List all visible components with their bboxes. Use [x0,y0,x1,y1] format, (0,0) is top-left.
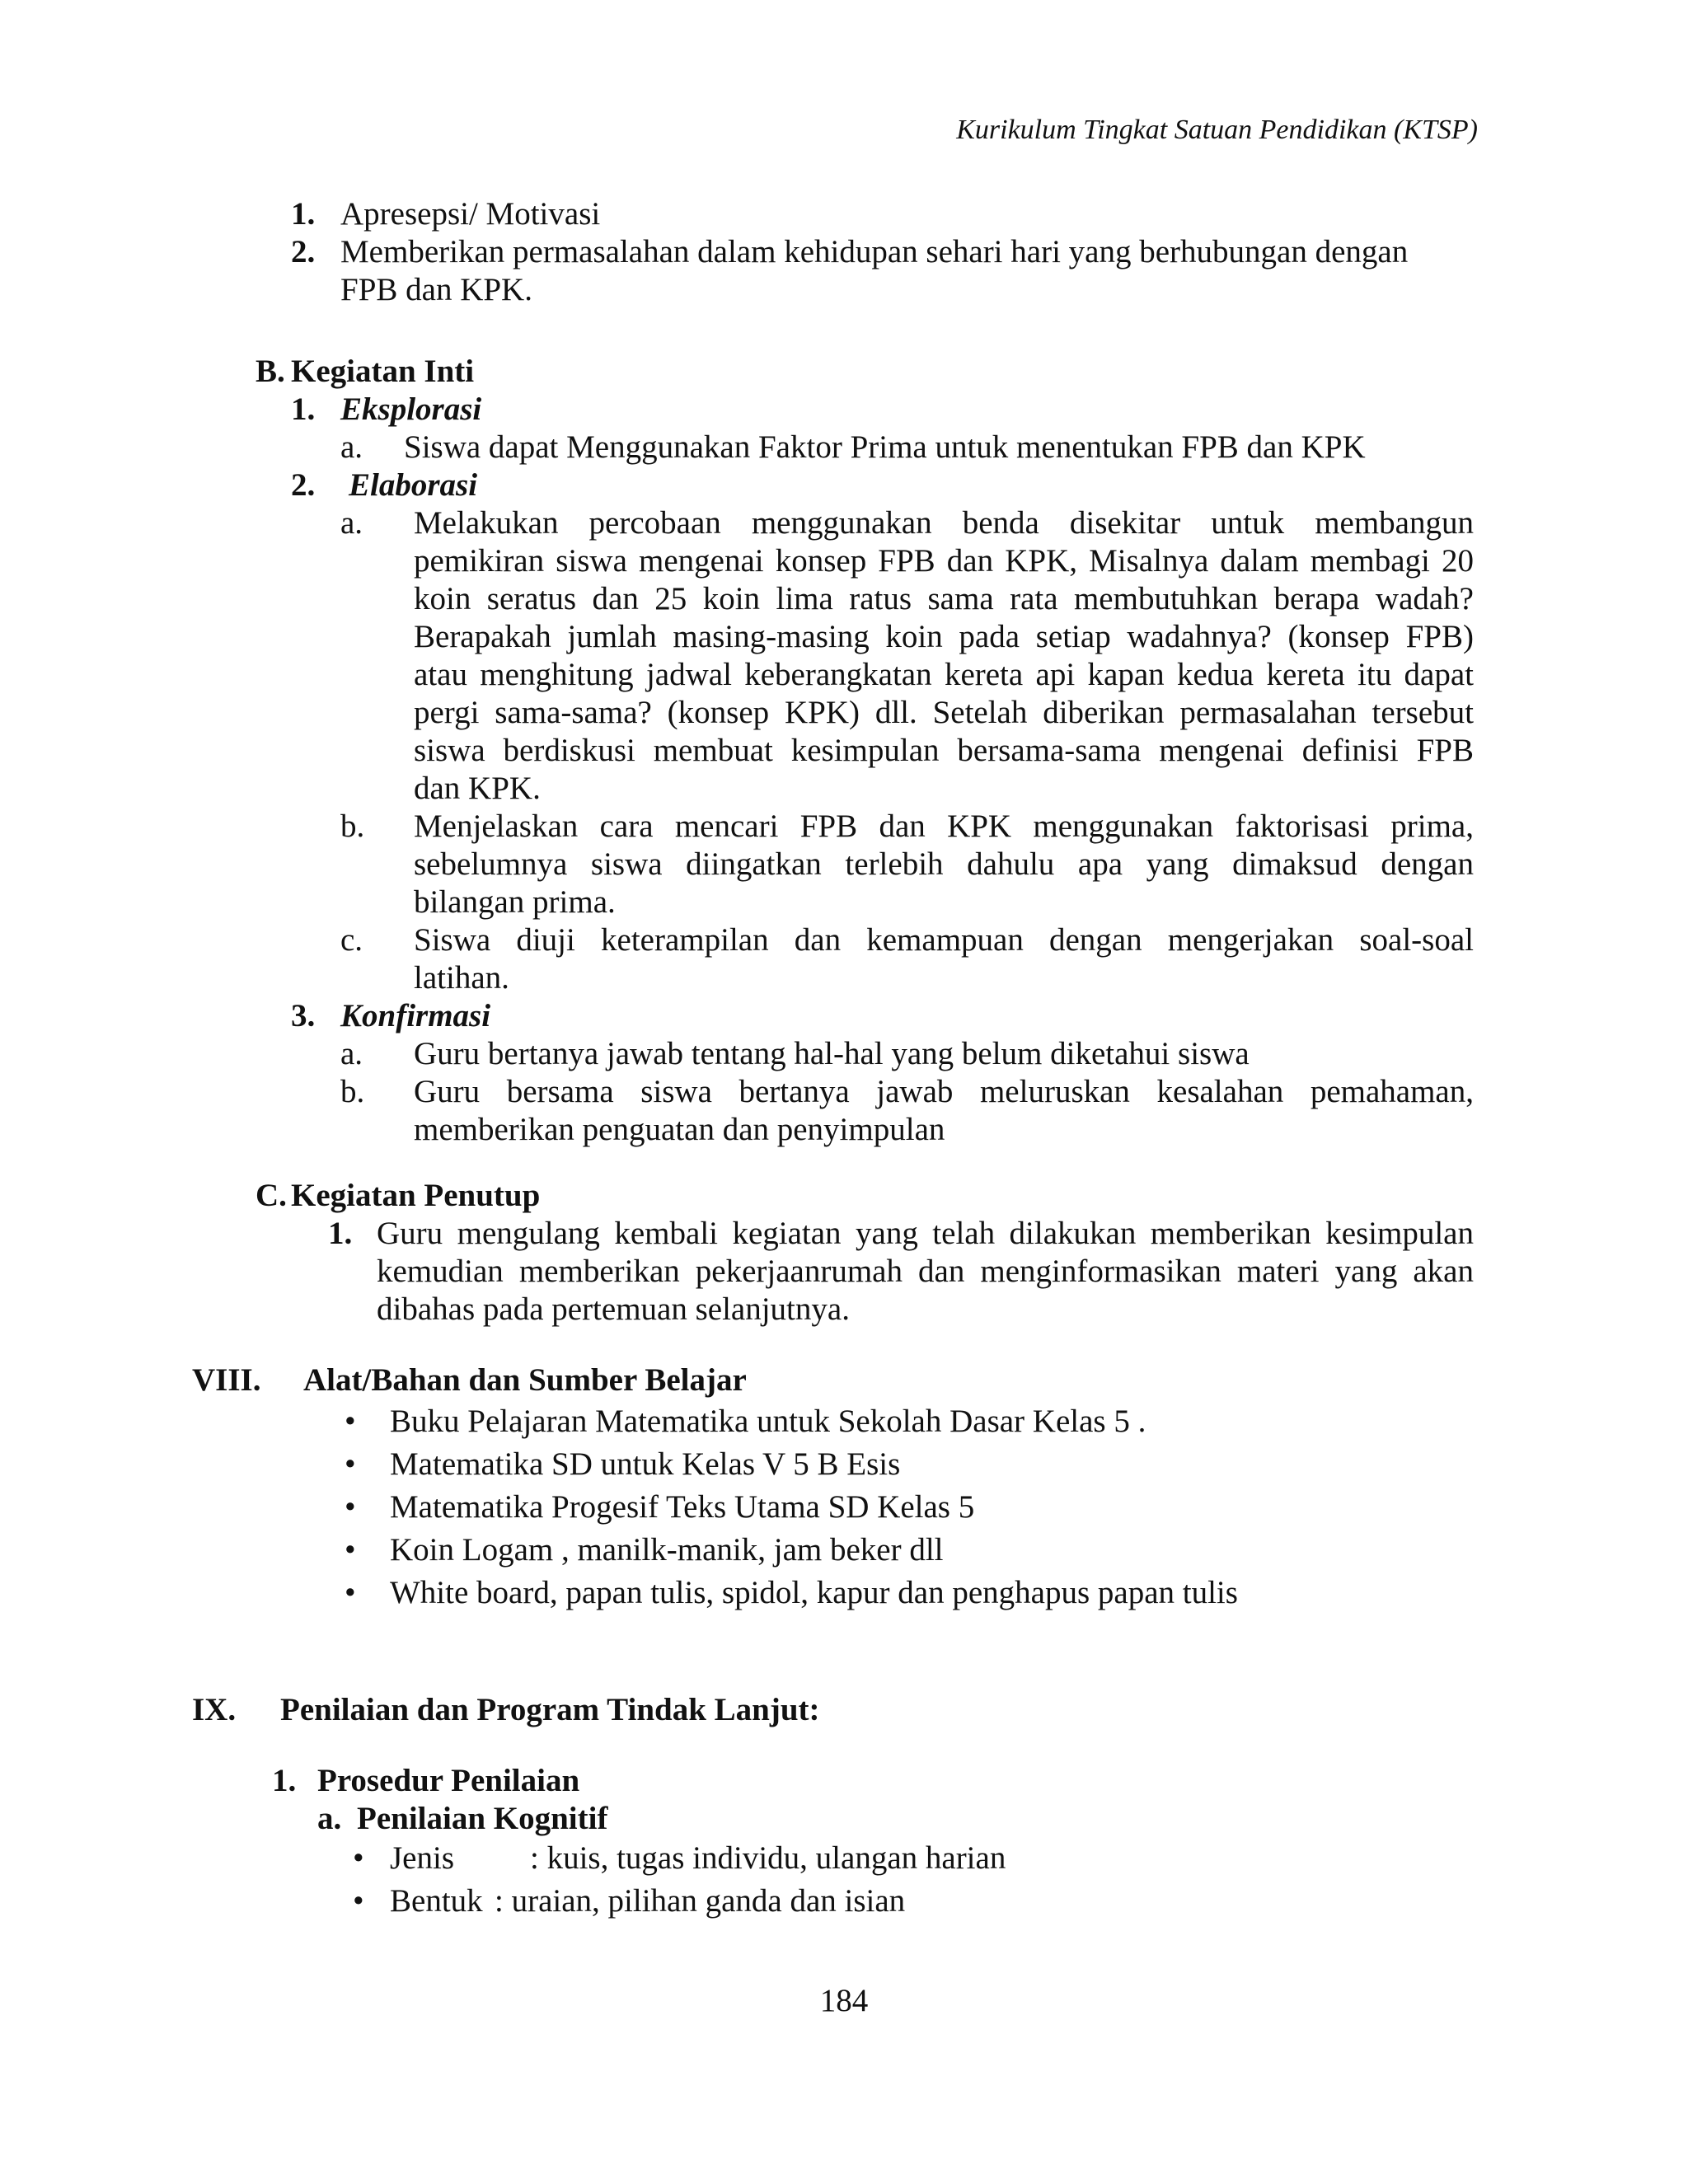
eksplorasi-item-a-letter: a. [340,429,363,465]
elaborasi-item-c-line-1: Siswa diuji keterampilan dan kemampuan dengan mengerjakan soal-soal [414,922,1474,958]
running-header: Kurikulum Tingkat Satuan Pendidikan (KTSP) [956,115,1478,145]
penutup-item-1-line-1: Guru mengulang kembali kegiatan yang telah dilakukan memberikan kesimpulan [377,1216,1474,1251]
section-viii-label: VIII. [192,1362,261,1398]
page-number: 184 [819,1983,869,2018]
elaborasi-number: 2. [291,467,316,503]
intro-item-2-line-2: FPB dan KPK. [340,272,532,307]
konfirmasi-item-b-line-1: Guru bersama siswa bertanya jawab meluruskan kesalahan pemahaman, [414,1074,1474,1109]
resource-item-2: Matematika SD untuk Kelas V 5 B Esis [390,1446,901,1482]
prosedur-number: 1. [272,1763,297,1798]
elaborasi-title: Elaborasi [349,467,478,503]
elaborasi-item-c-letter: c. [340,922,363,958]
prosedur-title: Prosedur Penilaian [317,1763,580,1798]
section-c-label: C. [256,1178,287,1213]
section-ix-title: Penilaian dan Program Tindak Lanjut: [280,1692,820,1727]
elaborasi-item-a-line-2: pemikiran siswa mengenai konsep FPB dan KPK, Misalnya dalam membagi 20 [414,543,1474,579]
intro-item-2-line-1: Memberikan permasalahan dalam kehidupan sehari hari yang berhubungan dengan [340,234,1409,269]
konfirmasi-item-b-letter: b. [340,1074,365,1109]
kognitif-item-bentuk-label: Bentuk [390,1883,483,1919]
resource-item-1: Buku Pelajaran Matematika untuk Sekolah Dasar Kelas 5 . [390,1404,1146,1439]
section-b-title: Kegiatan Inti [291,354,475,389]
bullet-icon: • [353,1840,364,1876]
bullet-icon: • [345,1489,356,1525]
eksplorasi-item-a-text: Siswa dapat Menggunakan Faktor Prima untuk menentukan FPB dan KPK [404,429,1366,465]
elaborasi-item-a-line-1: Melakukan percobaan menggunakan benda disekitar untuk membangun [414,505,1474,541]
eksplorasi-number: 1. [291,391,316,427]
bullet-icon: • [345,1446,356,1482]
elaborasi-item-b-line-2: sebelumnya siswa diingatkan terlebih dahulu apa yang dimaksud dengan [414,846,1474,882]
kognitif-letter: a. [317,1801,342,1836]
section-b-label: B. [256,354,285,389]
kognitif-title: Penilaian Kognitif [357,1801,608,1836]
elaborasi-item-a-line-5: atau menghitung jadwal keberangkatan kereta api kapan kedua kereta itu dapat [414,657,1474,692]
elaborasi-item-c-line-2: latihan. [414,960,509,996]
penutup-item-1-line-2: kemudian memberikan pekerjaanrumah dan menginformasikan materi yang akan [377,1254,1474,1289]
resource-item-4: Koin Logam , manilk-manik, jam beker dll [390,1532,944,1568]
kognitif-item-jenis-label: Jenis [390,1840,454,1876]
penutup-item-1-number: 1. [328,1216,353,1251]
konfirmasi-item-a-letter: a. [340,1036,363,1071]
penutup-item-1-line-3: dibahas pada pertemuan selanjutnya. [377,1291,850,1327]
kognitif-item-bentuk-value: : uraian, pilihan ganda dan isian [495,1883,906,1919]
kognitif-item-jenis-value: : kuis, tugas individu, ulangan harian [530,1840,1006,1876]
bullet-icon: • [345,1575,356,1610]
konfirmasi-item-b-line-2: memberikan penguatan dan penyimpulan [414,1112,945,1147]
elaborasi-item-a-line-8: dan KPK. [414,771,541,806]
eksplorasi-title: Eksplorasi [340,391,482,427]
elaborasi-item-a-line-4: Berapakah jumlah masing-masing koin pada setiap wadahnya? (konsep FPB) [414,619,1474,654]
elaborasi-item-b-letter: b. [340,808,365,844]
konfirmasi-title: Konfirmasi [340,998,491,1033]
bullet-icon: • [345,1404,356,1439]
elaborasi-item-b-line-3: bilangan prima. [414,884,616,920]
elaborasi-item-a-line-7: siswa berdiskusi membuat kesimpulan bersama-sama mengenai definisi FPB [414,733,1474,768]
konfirmasi-number: 3. [291,998,316,1033]
konfirmasi-item-a-line-1: Guru bertanya jawab tentang hal-hal yang belum diketahui siswa [414,1036,1250,1071]
elaborasi-item-b-line-1: Menjelaskan cara mencari FPB dan KPK menggunakan faktorisasi prima, [414,808,1474,844]
resource-item-3: Matematika Progesif Teks Utama SD Kelas 5 [390,1489,975,1525]
intro-item-2-number: 2. [291,234,316,269]
section-viii-title: Alat/Bahan dan Sumber Belajar [303,1362,747,1398]
elaborasi-item-a-line-6: pergi sama-sama? (konsep KPK) dll. Setelah diberikan permasalahan tersebut [414,695,1474,730]
bullet-icon: • [353,1883,364,1919]
elaborasi-item-a-line-3: koin seratus dan 25 koin lima ratus sama rata membutuhkan berapa wadah? [414,581,1474,616]
section-c-title: Kegiatan Penutup [291,1178,541,1213]
intro-item-1-number: 1. [291,196,316,232]
resource-item-5: White board, papan tulis, spidol, kapur dan penghapus papan tulis [390,1575,1238,1610]
elaborasi-item-a-letter: a. [340,505,363,541]
bullet-icon: • [345,1532,356,1568]
section-ix-label: IX. [192,1692,237,1727]
intro-item-1-text: Apresepsi/ Motivasi [340,196,601,232]
